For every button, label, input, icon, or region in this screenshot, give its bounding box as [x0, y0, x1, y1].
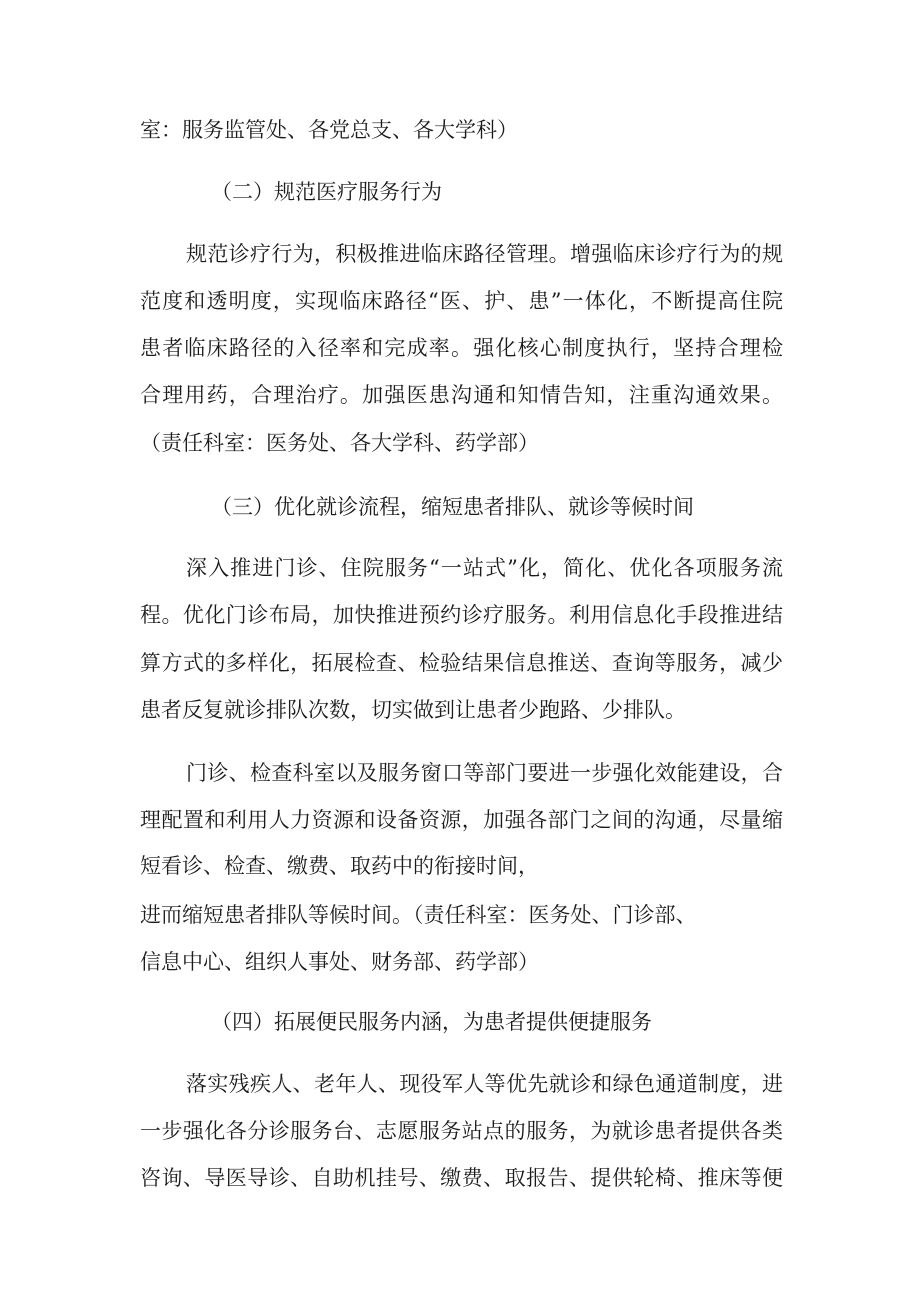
paragraph-line-9: 患者反复就诊排队次数，切实做到让患者少跑路、少排队。 — [140, 698, 686, 722]
paragraph-line-10: 门诊、检查科室以及服务窗口等部门要进一步强化效能建设，合 — [186, 761, 783, 785]
paragraph-line-6: 深入推进门诊、住院服务“一站式”化，简化、优化各项服务流 — [186, 556, 783, 580]
paragraph-line-14: 信息中心、组织人事处、财务部、药学部） — [140, 950, 539, 974]
paragraph-line-8: 算方式的多样化，拓展检查、检验结果信息推送、查询等服务，减少 — [140, 651, 783, 675]
section-heading-4: （四）拓展便民服务内涵，为患者提供便捷服务 — [211, 1010, 652, 1034]
paragraph-line-13: 进而缩短患者排队等候时间。（责任科室：医务处、门诊部、 — [140, 903, 697, 927]
paragraph-line-7: 程。优化门诊布局，加快推进预约诊疗服务。利用信息化手段推进结 — [140, 603, 783, 627]
section-heading-2: （二）规范医疗服务行为 — [211, 180, 442, 204]
paragraph-line-11: 理配置和利用人力资源和设备资源，加强各部门之间的沟通，尽量缩 — [140, 808, 783, 832]
paragraph-line-12: 短看诊、检查、缴费、取药中的衔接时间， — [140, 854, 539, 878]
paragraph-line-17: 咨询、导医导诊、自助机挂号、缴费、取报告、提供轮椅、推床等便 — [140, 1166, 783, 1190]
paragraph-line-4: 合理用药，合理治疗。加强医患沟通和知情告知，注重沟通效果。 — [140, 383, 783, 407]
section-heading-3: （三）优化就诊流程，缩短患者排队、就诊等候时间 — [211, 495, 694, 519]
paragraph-line-5: （责任科室：医务处、各大学科、药学部） — [140, 431, 539, 455]
paragraph-line-16: 一步强化各分诊服务台、志愿服务站点的服务，为就诊患者提供各类 — [140, 1119, 783, 1143]
paragraph-line-3: 患者临床路径的入径率和完成率。强化核心制度执行，坚持合理检 — [140, 336, 783, 360]
paragraph-line-1: 规范诊疗行为，积极推进临床路径管理。增强临床诊疗行为的规 — [186, 242, 783, 266]
text-line-1: 室：服务监管处、各党总支、各大学科） — [140, 118, 518, 142]
paragraph-line-2: 范度和透明度，实现临床路径“医、护、患”一体化，不断提高住院 — [140, 289, 783, 313]
paragraph-line-15: 落实残疾人、老年人、现役军人等优先就诊和绿色通道制度，进 — [186, 1072, 783, 1096]
